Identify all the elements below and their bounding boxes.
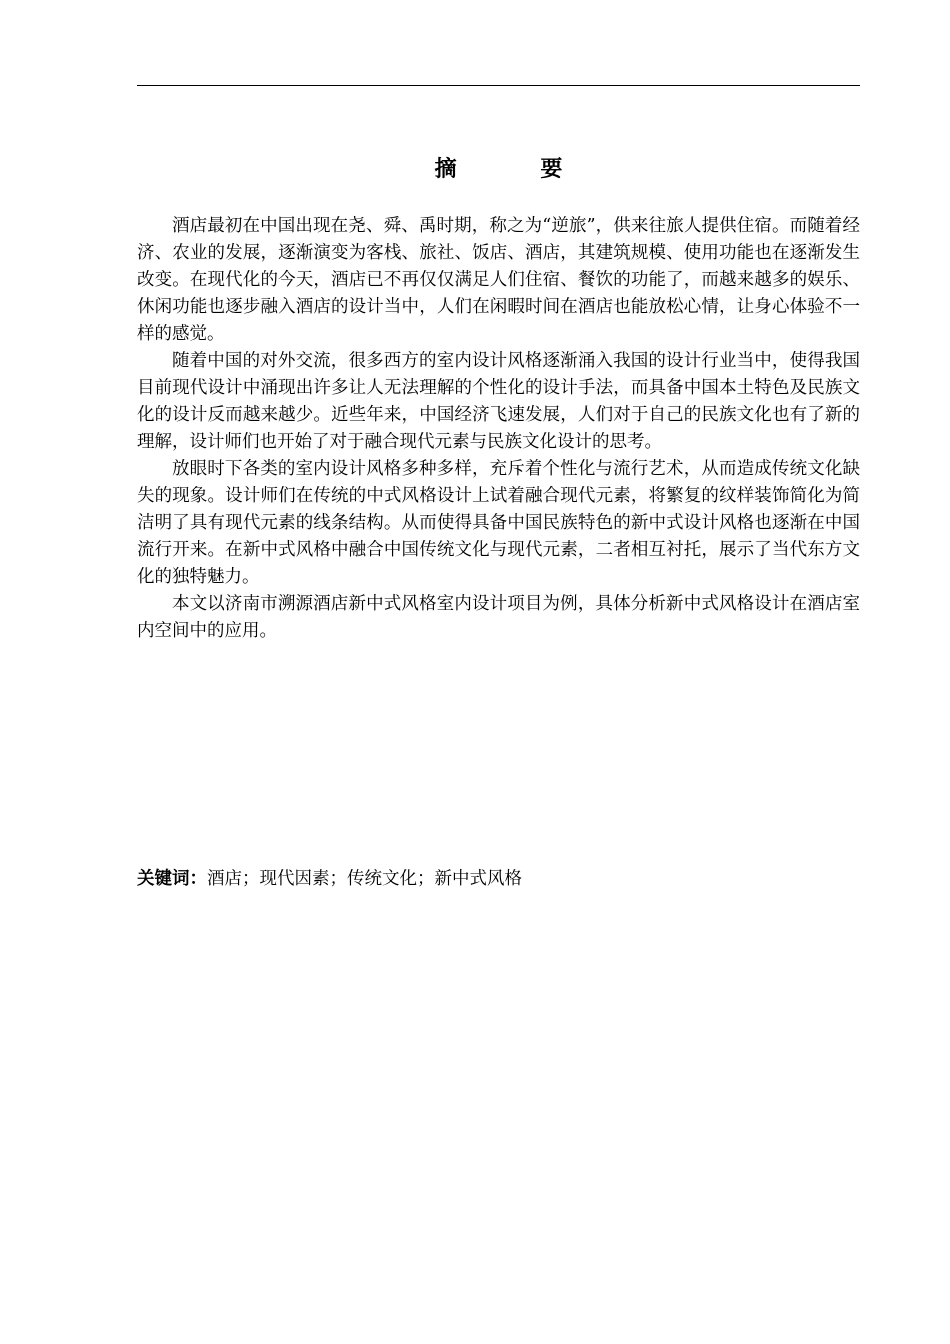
paragraph-2: 随着中国的对外交流，很多西方的室内设计风格逐渐涌入我国的设计行业当中，使得我国目前现代设计中涌现出许多让人无法理解的个性化的设计手法，而具备中国本土特色及民族文化的设计反而越来越少。近些年来，中国经济飞速发展，人们对于自己的民族文化也有了新的理解，设计师们也开始了对于融合现代元素与民族文化设计的思考。: [137, 351, 860, 452]
paragraph-4: 本文以济南市溯源酒店新中式风格室内设计项目为例，具体分析新中式风格设计在酒店室内空间中的应用。: [137, 594, 860, 641]
paragraph-1: 酒店最初在中国出现在尧、舜、禹时期，称之为“逆旅”，供来往旅人提供住宿。而随着经济、农业的发展，逐渐演变为客栈、旅社、饭店、酒店，其建筑规模、使用功能也在逐渐发生改变。在现代化的今天，酒店已不再仅仅满足人们住宿、餐饮的功能了，而越来越多的娱乐、休闲功能也逐步融入酒店的设计当中，人们在闲暇时间在酒店也能放松心情，让身心体验不一样的感觉。: [137, 216, 860, 344]
abstract-body: [137, 213, 860, 645]
paragraph-3: 放眼时下各类的室内设计风格多种多样，充斥着个性化与流行艺术，从而造成传统文化缺失的现象。设计师们在传统的中式风格设计上试着融合现代元素，将繁复的纹样装饰简化为简洁明了具有现代元素的线条结构。从而使得具备中国民族特色的新中式设计风格也逐渐在中国流行开来。在新中式风格中融合中国传统文化与现代元素，二者相互衬托，展示了当代东方文化的独特魅力。: [137, 459, 860, 587]
header-rule: [137, 85, 860, 86]
keywords-line: [137, 866, 860, 893]
keywords-label: 关键词：: [137, 869, 207, 889]
keywords-text: 酒店；现代因素；传统文化；新中式风格: [207, 869, 522, 889]
abstract-title: 摘 要: [434, 157, 601, 182]
